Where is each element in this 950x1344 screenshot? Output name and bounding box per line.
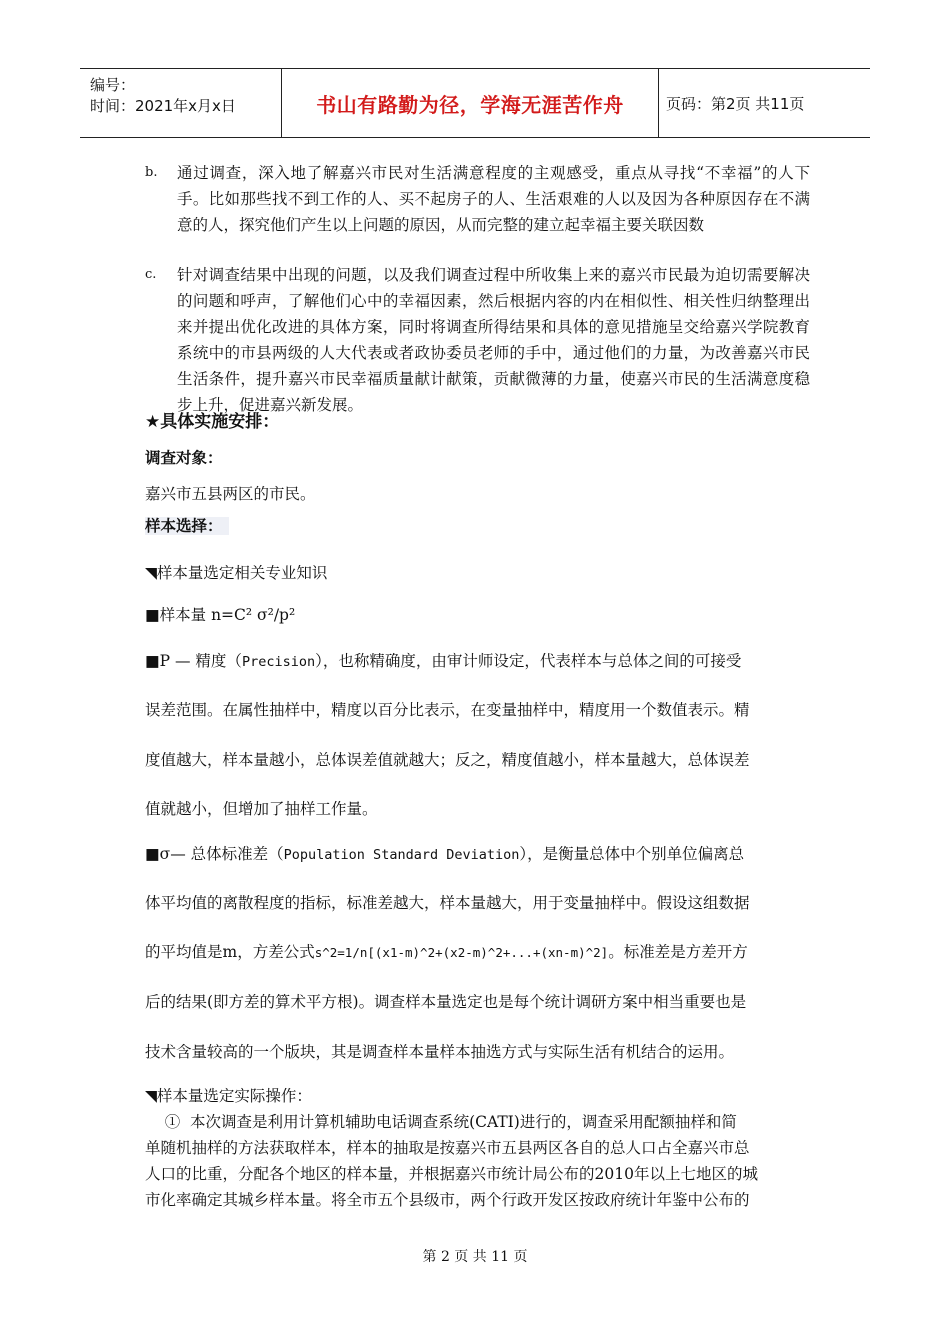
survey-target-label: 调查对象： [145,449,223,467]
sigma-line-1 [145,842,810,867]
sample-size-formula: ■样本量 n=C² σ²/p² [145,606,296,624]
sample-selection-heading [145,514,810,538]
precision-prefix: ■P — 精度（ [145,652,242,670]
header-page-info: 页码：第2页 共11页 [666,95,805,113]
list-item-b [145,160,810,238]
sigma-prefix: ■σ— 总体标准差（ [145,845,284,863]
precision-line-1 [145,649,810,674]
sigma-sqrt-text: 。标准差是方差开方 [608,943,748,961]
practice-line-1: ① 本次调查是利用计算机辅助电话调查系统(CATI)进行的，调查采用配额抽样和简 [145,1113,737,1131]
sigma-mean-text: 的平均值是m，方差公式 [145,943,315,961]
sigma-line-4: 后的结果(即方差的算术平方根)。调查样本量选定也是每个统计调研方案中相当重要也是 [145,993,747,1011]
variance-formula: s^2=1/n[(x1-m)^2+(x2-m)^2+...+(xn-m)^2] [314,945,609,960]
sigma-line-5: 技术含量较高的一个版块，其是调查样本量样本抽选方式与实际生活有机结合的运用。 [145,1043,735,1061]
sigma-line-2: 体平均值的离散程度的指标，标准差越大，样本量越大，用于变量抽样中。假设这组数据 [145,894,750,912]
sample-selection-label: 样本选择： [145,517,229,535]
header-meta [90,75,236,117]
practice-line-3: 人口的比重，分配各个地区的样本量，并根据嘉兴市统计局公布的2010年以上七地区的城 [145,1165,758,1183]
precision-line-4: 值就越小，但增加了抽样工作量。 [145,800,378,818]
list-item-c [145,262,810,418]
practice-line-2: 单随机抽样的方法获取样本，样本的抽取是按嘉兴市五县两区各自的总人口占全嘉兴市总 [145,1139,750,1157]
list-text: 通过调查，深入地了解嘉兴市民对生活满意程度的主观感受，重点从寻找“不幸福”的人下手。比如那些找不到工作的人、买不起房子的人、生活艰难的人以及因为各种原因存在不满意的人，探究他们产生以上问题的原因，从而完整的建立起幸福主要关联因数 [177,164,810,234]
document-number-label: 编号： [90,76,136,94]
list-marker: b. [145,165,158,180]
page-footer: 第 2 页 共 11 页 [422,1249,528,1265]
page-header [80,68,870,138]
header-motto: 书山有路勤为径，学海无涯苦作舟 [316,92,624,117]
list-text: 针对调查结果中出现的问题，以及我们调查过程中所收集上来的嘉兴市民最为迫切需要解决的问题和呼声，了解他们心中的幸福因素，然后根据内容的内在相似性、相关性归纳整理出来并提出优化改进的具体方案，同时将调查所得结果和具体的意见措施呈交给嘉兴学院教育系统中的市县两级的人大代表或者政协委员老师的手中，通过他们的力量，为改善嘉兴市民生活条件，提升嘉兴市民幸福质量献计献策，贡献微薄的力量，使嘉兴市民的生活满意度稳步上升，促进嘉兴新发展。 [177,266,810,414]
document-date: 时间：2021年x月x日 [90,97,236,115]
sigma-term: Population Standard Deviation [283,847,520,863]
motto-cell [281,69,659,137]
sigma-suffix: ），是衡量总体中个别单位偏离总 [519,845,745,863]
practice-heading: ◥样本量选定实际操作： [145,1087,312,1105]
survey-target-text: 嘉兴市五县两区的市民。 [145,485,316,503]
precision-line-3: 度值越大，样本量越小，总体误差值就越大；反之，精度值越小，样本量越大，总体误差 [145,751,750,769]
precision-line-2: 误差范围。在属性抽样中，精度以百分比表示，在变量抽样中，精度用一个数值表示。精 [145,701,750,719]
list-marker: c. [145,267,157,282]
section-title: ★具体实施安排： [145,412,280,432]
knowledge-heading: ◥样本量选定相关专业知识 [145,564,328,582]
precision-suffix: ），也称精确度，由审计师设定，代表样本与总体之间的可接受 [315,652,742,670]
practice-line-4: 市化率确定其城乡样本量。将全市五个县级市，两个行政开发区按政府统计年鉴中公布的 [145,1191,750,1209]
precision-term: Precision [241,654,316,670]
sigma-line-3 [145,940,810,965]
